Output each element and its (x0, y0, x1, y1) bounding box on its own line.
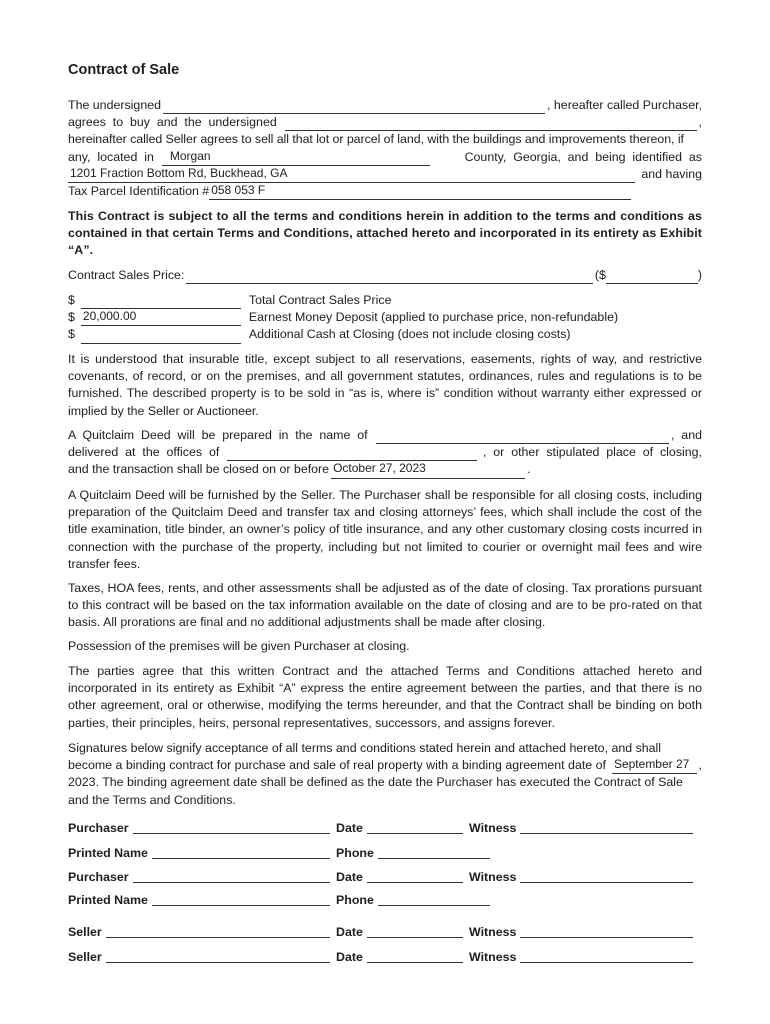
seller2-witness-field[interactable] (520, 950, 693, 963)
dollar-sign: $ (68, 310, 75, 325)
seller-name-field[interactable] (285, 118, 697, 131)
purchaser2-phone-field[interactable] (378, 893, 490, 906)
intro-text: County, Georgia, and being identified as (464, 149, 702, 164)
sign-text: become a binding contract for purchase and sale of real property with a binding agreement date of (68, 758, 606, 773)
taxes-paragraph: Taxes, HOA fees, rents, and other assessments shall be adjusted as of the date of closing. Tax prorations pursuant to this contract will be based on the tax information available on the date of closing and are to be pro-rated on that basis. All prorations are final and no additional adjustments shall be made after closing. (68, 581, 702, 630)
purchaser2-printed-name-field[interactable] (152, 893, 330, 906)
intro-text: agrees to buy and the undersigned (68, 115, 277, 130)
date-label: Date (336, 950, 363, 964)
printed-name-label: Printed Name (68, 846, 148, 860)
sign-text: Signatures below signify acceptance of all terms and conditions stated herein and attached hereto, and shall (68, 740, 662, 755)
intro-text: The undersigned (68, 97, 161, 112)
subject-clause: This Contract is subject to all the terms and conditions herein in addition to the terms and conditions as contained in that certain Terms and Conditions, attached hereto and incorporated in its entirety as Exhibit “A”. (68, 209, 702, 258)
seller-witness-field[interactable] (520, 925, 693, 938)
document-title: Contract of Sale (68, 62, 180, 78)
sales-price-amount-field[interactable] (606, 271, 698, 284)
sign-text: and the Terms and Conditions. (68, 792, 236, 807)
witness-label: Witness (469, 870, 517, 884)
binding-date-value: September 27 (613, 757, 690, 772)
additional-cash-field[interactable] (81, 331, 241, 344)
price-breakdown (68, 292, 702, 344)
purchaser2-signature-row (68, 870, 708, 884)
date-label: Date (336, 925, 363, 939)
additional-cash-label: Additional Cash at Closing (does not include closing costs) (248, 327, 571, 342)
witness-label: Witness (469, 821, 517, 835)
intro-text: and having (641, 166, 702, 181)
date-label: Date (336, 870, 363, 884)
sign-text: 2023. The binding agreement date shall be defined as the date the Purchaser has executed the Contract of Sale (68, 775, 683, 790)
purchaser-printed-row (68, 846, 708, 860)
intro-text: Tax Parcel Identification # (68, 183, 210, 198)
seller-signature-row (68, 925, 708, 939)
earnest-money-value: 20,000.00 (82, 309, 137, 324)
property-address-value: 1201 Fraction Bottom Rd, Buckhead, GA (70, 165, 288, 180)
deed-text: , and (670, 427, 702, 442)
seller2-signature-row (68, 950, 708, 964)
deed-block (68, 427, 702, 479)
agreement-paragraph: The parties agree that this written Contract and the attached Terms and Conditions attached hereto and incorporated in its entirety as Exhibit “A” express the entire agreement between the parties, and that there is no other agreement, oral or otherwise, modifying the terms hereunder, and that the Contract shall be binding on both parties, their principles, heirs, personal representatives, successors, and assigns forever. (68, 664, 702, 730)
purchaser-witness-field[interactable] (520, 821, 693, 834)
earnest-money-label: Earnest Money Deposit (applied to purchase price, non-refundable) (248, 310, 619, 325)
purchaser2-date-field[interactable] (367, 870, 463, 883)
total-price-label: Total Contract Sales Price (248, 292, 392, 307)
price-block (68, 267, 702, 284)
deed-text: , or other stipulated place of closing, (482, 445, 702, 460)
seller2-date-field[interactable] (367, 950, 463, 963)
witness-label: Witness (469, 925, 517, 939)
price-paren-close: ) (697, 267, 702, 282)
purchaser2-signature-field[interactable] (133, 870, 330, 883)
price-label: Contract Sales Price: (68, 267, 185, 282)
signature-statement (68, 740, 702, 809)
intro-block (68, 97, 702, 200)
sales-price-words-field[interactable] (186, 271, 592, 284)
purchaser-printed-name-field[interactable] (152, 846, 330, 859)
purchaser2-printed-row (68, 893, 708, 907)
purchaser-signature-field[interactable] (133, 821, 330, 834)
closing-date-field[interactable] (331, 461, 525, 479)
seller-signature-field[interactable] (106, 925, 330, 938)
intro-text: hereinafter called Seller agrees to sell all that lot or parcel of land, with the buildings and improvements thereon, if (68, 132, 684, 147)
intro-text: , (698, 115, 702, 130)
intro-text: any, located in (68, 149, 154, 164)
title-paragraph: It is understood that insurable title, except subject to all reservations, easements, rights of way, and restrictive covenants, of record, or on the premises, and all government statutes, ordinances, rules and regulations is to be furnished. The described property is to be sold in “as is, where is” condition without warranty either expressed or implied by the Seller or Auctioneer. (68, 352, 702, 418)
property-address-field[interactable] (68, 165, 635, 183)
purchaser-date-field[interactable] (367, 821, 463, 834)
closing-costs-paragraph: A Quitclaim Deed will be furnished by the Seller. The Purchaser shall be responsible for all closing costs, including preparation of the Quitclaim Deed and transfer tax and closing attorneys’ fees, which shall include the cost of the title examination, title binder, an owner’s policy of title insurance, and any other customary closing costs incurred in connection with the purchase of the property, including but not limited to courier or overnight mail fees and wire transfer fees. (68, 488, 702, 571)
purchaser-label: Purchaser (68, 870, 129, 884)
seller-label: Seller (68, 950, 102, 964)
printed-name-label: Printed Name (68, 893, 148, 907)
closing-date-value: October 27, 2023 (333, 461, 426, 476)
purchaser-label: Purchaser (68, 821, 129, 835)
date-label: Date (336, 821, 363, 835)
purchaser-name-field[interactable] (163, 101, 545, 114)
seller2-signature-field[interactable] (106, 950, 330, 963)
seller-date-field[interactable] (367, 925, 463, 938)
deed-name-field[interactable] (376, 431, 669, 444)
price-paren-open: ($ (594, 267, 606, 282)
phone-label: Phone (336, 846, 374, 860)
intro-text: , hereafter called Purchaser, (547, 97, 702, 112)
deed-text: . (527, 462, 531, 477)
deed-text: and the transaction shall be closed on or before (68, 462, 330, 477)
purchaser2-witness-field[interactable] (520, 870, 693, 883)
seller-label: Seller (68, 925, 102, 939)
dollar-sign: $ (68, 292, 75, 307)
witness-label: Witness (469, 950, 517, 964)
phone-label: Phone (336, 893, 374, 907)
tax-parcel-value: 058 053 F (211, 182, 266, 197)
earnest-money-field[interactable] (81, 309, 241, 326)
deed-text: delivered at the offices of (68, 445, 220, 460)
deed-text: A Quitclaim Deed will be prepared in the name of (68, 427, 368, 442)
binding-date-field[interactable] (612, 757, 697, 774)
dollar-sign: $ (68, 327, 75, 342)
purchaser-signature-row (68, 821, 708, 835)
possession-paragraph: Possession of the premises will be given Purchaser at closing. (68, 639, 410, 653)
tax-parcel-field[interactable] (209, 182, 631, 200)
sign-text: , (698, 758, 702, 773)
county-value: Morgan (169, 148, 211, 163)
purchaser-phone-field[interactable] (378, 846, 490, 859)
